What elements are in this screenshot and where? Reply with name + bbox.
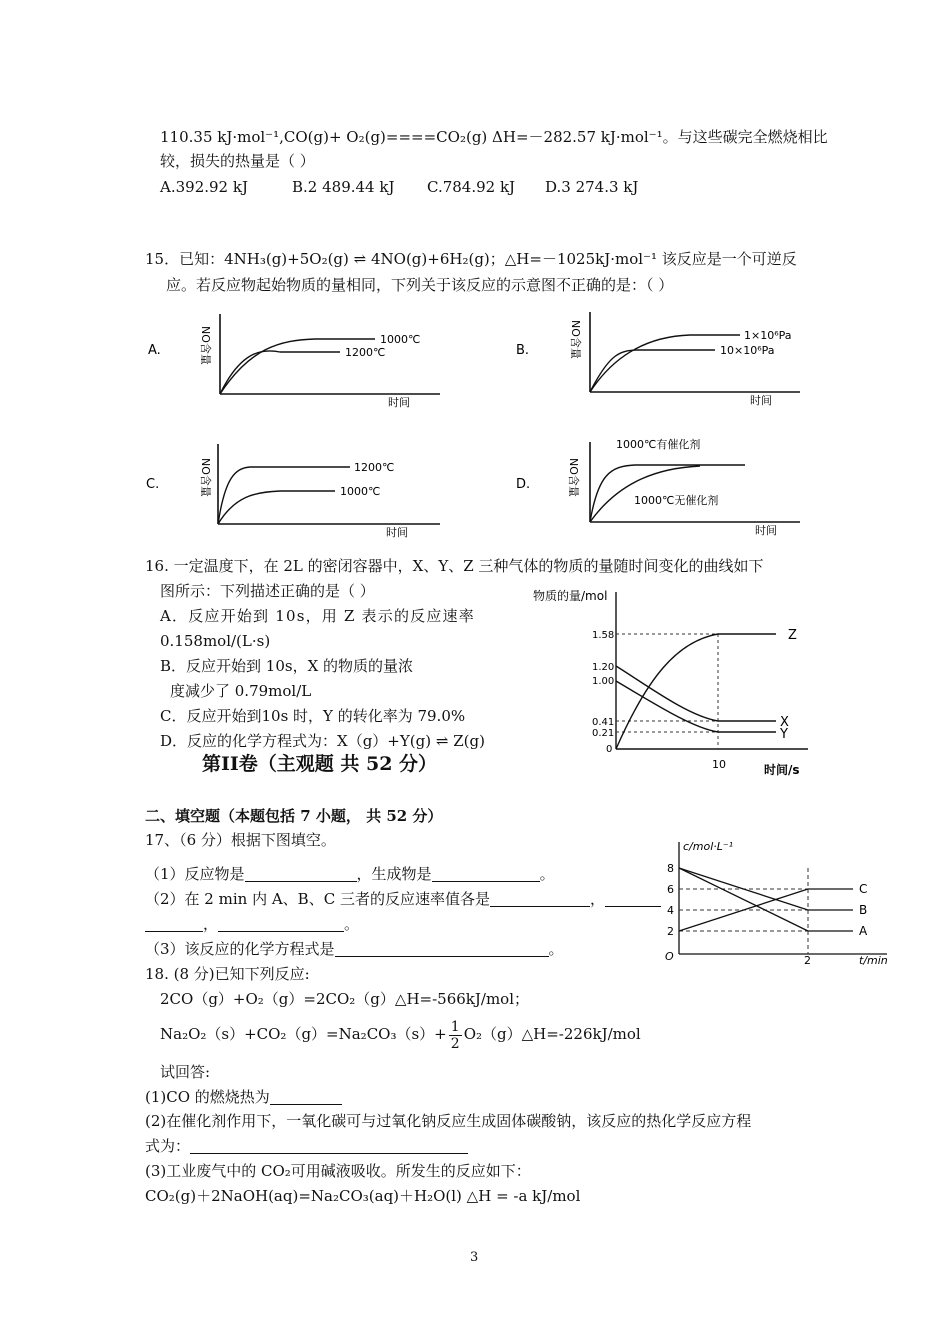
q18-part2-line1: (2)在催化剂作用下，一氧化碳可与过氧化钠反应生成固体碳酸钠，该反应的热化学反应方程 [145,1112,752,1130]
q17-series-c-label: C [859,882,868,896]
q16-option-b2: 度减少了 0.79mol/L [170,682,312,700]
q18-part3: (3)工业废气中的 CO₂可用碱液吸收。所发生的反应如下： [145,1162,531,1180]
q18-part2-text: 式为： [145,1137,191,1155]
q17-reactant-blank[interactable] [245,865,357,882]
section-title: 二、填空题（本题包括 7 小题， 共 52 分） [145,807,443,825]
q18-eq2-a: Na₂O₂（s）+CO₂（g）=Na₂CO₃（s）+ [160,1025,447,1043]
q17-chart-xlabel: t/min [859,954,888,967]
graph-c-curve-1200 [218,467,350,524]
q16-ytick-041: 0.41 [592,717,615,728]
q17-ytick-6: 6 [667,883,674,896]
q17-ytick-8: 8 [667,862,674,875]
q18-fraction [449,1019,462,1052]
graph-a-xlabel: 时间 [388,396,410,408]
graph-b-xlabel: 时间 [750,394,772,407]
q14-line1: 110.35 kJ·mol⁻¹,CO(g)+ O₂(g)====CO₂(g) ΔH=－282.57 kJ·mol⁻¹。与这些碳完全燃烧相比 [160,128,828,146]
graph-d-curve1-label: 1000℃有催化剂 [616,438,701,451]
q16-line2: 图所示：下列描述正确的是（ ） [160,582,375,600]
q17-series-b-label: B [859,903,868,917]
q17-ytick-2: 2 [667,925,674,938]
graph-b-label: B. [516,343,530,358]
graph-c-curve1-label: 1200℃ [354,461,395,474]
q15-graph-a [140,308,460,408]
q16-chart-ylabel: 物质的量/mol [533,589,608,603]
q17-chart-ylabel: c/mol·L⁻¹ [683,840,734,853]
q16-series-x-label: X [780,715,789,730]
q17-sub1-a: （1）反应物是 [145,865,245,883]
q17-sub3 [145,939,564,959]
graph-c-xlabel: 时间 [386,526,408,538]
graph-a-label: A. [148,343,161,358]
q16-option-d: D．反应的化学方程式为：X（g）+Y(g) ⇌ Z(g) [160,732,485,750]
q18-eq2-b: O₂（g）△H=-226kJ/mol [463,1025,641,1043]
q18-equation-blank[interactable] [190,1137,468,1154]
q16-option-a1: A．反应开始到 10s，用 Z 表示的反应速率 [160,607,475,625]
graph-d-xlabel: 时间 [755,524,777,536]
q15-graph-c [140,438,460,538]
graph-b-curve-1e6 [590,335,740,392]
q14-option-d: D.3 274.3 kJ [545,178,639,196]
graph-d-ylabel: NO含量 [567,458,580,497]
graph-c-label: C. [146,477,160,492]
q16-ytick-100: 1.00 [592,676,615,687]
q17-rate-c-blank[interactable] [218,915,344,932]
q14-option-a: A.392.92 kJ [160,178,248,196]
q18-eq3: CO₂(g)＋2NaOH(aq)=Na₂CO₃(aq)＋H₂O(l) △H = -a kJ/mol [145,1187,581,1205]
q17-equation-blank[interactable] [335,940,549,957]
q17-sub2 [145,889,661,909]
q16-line1: 16. 一定温度下，在 2L 的密闭容器中，X、Y、Z 三种气体的物质的量随时间变化的曲线如下 [145,557,764,575]
q17-series-a-label: A [859,924,868,938]
q17-xtick-2: 2 [804,954,811,967]
q17-sub2-c: ， [203,915,219,933]
q17-series-c-line [679,889,808,931]
q16-option-a2: 0.158mol/(L·s) [160,632,271,650]
q17-sub2-d: 。 [344,915,360,933]
q17-sub1-c: 。 [539,865,555,883]
q17-series-a-line [679,868,808,931]
q18-title: 18. (8 分)已知下列反应: [145,965,310,983]
q17-sub2-b: ， [589,890,605,908]
q18-combustion-blank[interactable] [270,1088,342,1105]
q15-line1: 15．已知：4NH₃(g)+5O₂(g) ⇌ 4NO(g)+6H₂(g)；△H=－1025kJ·mol⁻¹ 该反应是一个可逆反 [145,250,797,268]
graph-a-ylabel: NO含量 [199,326,212,365]
q14-option-c: C.784.92 kJ [427,178,516,196]
graph-b-curve1-label: 1×10⁶Pa [744,329,792,342]
graph-a-curve1-label: 1000℃ [380,333,421,346]
q17-sub1-b: ，生成物是 [356,865,432,883]
graph-c-curve-1000 [218,491,335,524]
q17-product-blank[interactable] [432,865,540,882]
q14-line2: 较，损失的热量是（ ） [160,152,315,170]
q16-series-y-label: Y [780,727,788,742]
q16-ytick-158: 1.58 [592,630,615,641]
q18-eq2 [160,1016,641,1052]
graph-b-curve-10e6 [590,350,715,392]
q18-frac-num: 1 [450,1018,460,1035]
q17-sub3-b: 。 [548,940,564,958]
q16-option-c: C．反应开始到10s 时，Y 的转化率为 79.0% [160,707,466,725]
q16-chart [528,586,828,782]
graph-a-curve-1200 [220,351,340,394]
q18-ask: 试回答: [160,1063,211,1081]
q15-graph-d [510,430,830,536]
q17-sub3-a: （3）该反应的化学方程式是 [145,940,335,958]
q16-xtick-10: 10 [712,758,726,771]
q15-graph-b [510,308,830,408]
q18-part1 [145,1087,342,1107]
graph-c-ylabel: NO含量 [199,458,212,497]
q16-option-b1: B．反应开始到 10s，X 的物质的量浓 [160,657,414,675]
q17-sub1 [145,864,555,884]
q17-title: 17、（6 分）根据下图填空。 [145,831,336,849]
graph-d-curve2-label: 1000℃无催化剂 [634,494,719,507]
graph-c-curve2-label: 1000℃ [340,485,381,498]
part2-title: 第II卷（主观题 共 52 分） [202,753,438,775]
q16-series-y [616,681,776,732]
q14-option-b: B.2 489.44 kJ [292,178,395,196]
q17-series-b-line [679,868,808,910]
q16-ytick-021: 0.21 [592,728,615,739]
q17-rate-b-blank-1[interactable] [605,890,661,907]
q18-part2-line2 [145,1136,468,1156]
q18-eq1: 2CO（g）+O₂（g）=2CO₂（g）△H=-566kJ/mol； [160,990,529,1008]
graph-d-label: D. [516,477,531,492]
graph-b-curve2-label: 10×10⁶Pa [720,344,775,357]
q17-ytick-4: 4 [667,904,674,917]
q18-part1-text: (1)CO 的燃烧热为 [145,1088,270,1106]
q17-sub2-a: （2）在 2 min 内 A、B、C 三者的反应速率值各是 [145,890,490,908]
q16-chart-xlabel: 时间/s [764,763,800,777]
q15-line2: 应。若反应物起始物质的量相同，下列关于该反应的示意图不正确的是：（ ） [166,276,674,294]
graph-a-curve2-label: 1200℃ [345,346,386,359]
q17-chart [655,836,900,968]
q16-series-x [616,666,776,721]
q17-sub2-cont [145,914,359,934]
q17-rate-b-blank-2[interactable] [145,915,203,932]
q16-series-z-label: Z [788,628,797,643]
q16-ytick-0: 0 [606,744,613,755]
graph-b-ylabel: NO含量 [569,320,582,359]
q17-rate-a-blank[interactable] [490,890,590,907]
page-number: 3 [470,1250,479,1265]
q17-origin: O [665,950,674,963]
q18-frac-den: 2 [450,1035,460,1052]
q16-ytick-120: 1.20 [592,662,615,673]
